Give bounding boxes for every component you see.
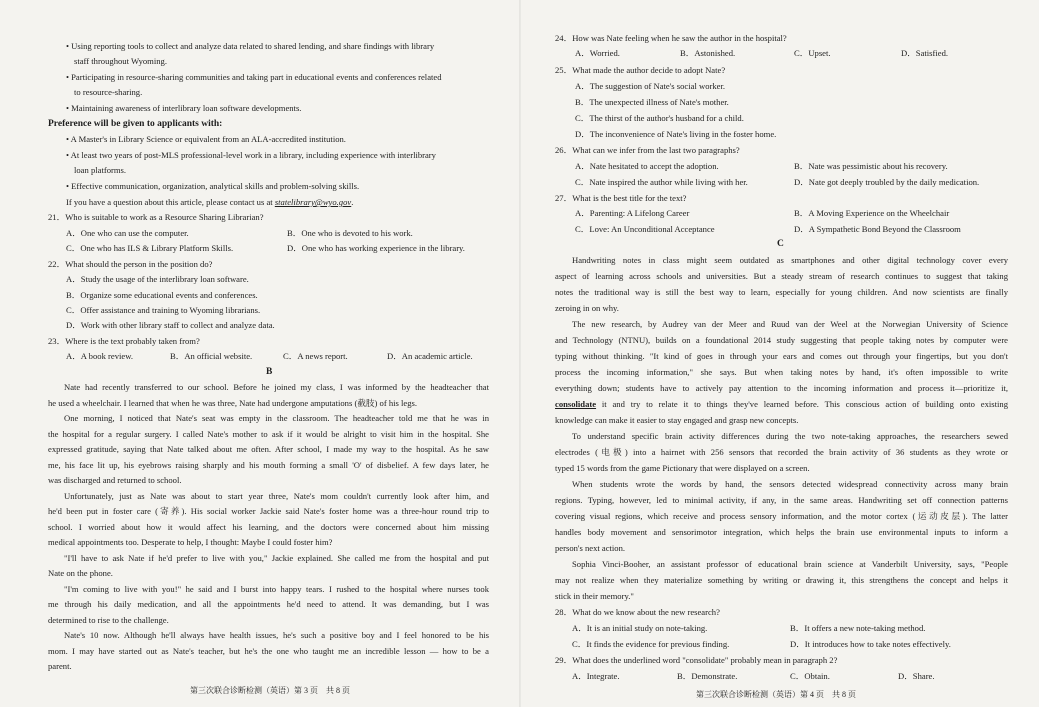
q28-option-c[interactable]: C．It finds the evidence for previous finding. bbox=[572, 639, 730, 649]
passage-c-line: may not realize when they materialize something by writing or drawing it, this strengthens the concept and helps it bbox=[555, 575, 1008, 585]
q21-option-c[interactable]: C．One who has ILS & Library Platform Skills. bbox=[66, 243, 234, 253]
preference-line: • A Master's in Library Science or equivalent from an ALA-accredited institution. bbox=[66, 134, 346, 144]
passage-c-line: notes the traditional way is still the best way to learn, especially for young children. And now scientists are finally bbox=[555, 287, 1008, 297]
q22-option-c[interactable]: C．Offer assistance and training to Wyoming librarians. bbox=[66, 305, 261, 315]
preference-line: • At least two years of post-MLS professional-level work in a library, including experience with interlibrary bbox=[66, 150, 436, 160]
passage-c-line: electrodes (电极) into a hairnet with 256 sensors that recorded the brain activity of 36 students as they wrote or bbox=[555, 447, 1008, 457]
question-27-stem: 27．What is the best title for the text? bbox=[555, 193, 687, 203]
passage-c-line: regions. Typing, however, led to minimal activity, if any, in the same areas. Handwriting set off connection patterns bbox=[555, 495, 1008, 505]
q22-option-b[interactable]: B．Organize some educational events and conferences. bbox=[66, 290, 258, 300]
q21-option-b[interactable]: B．One who is devoted to his work. bbox=[287, 228, 413, 238]
passage-c-line: aspect of learning across schools and universities. But a steady stream of research continues to suggest that taking bbox=[555, 271, 1008, 281]
q26-option-c[interactable]: C．Nate inspired the author while living with her. bbox=[575, 177, 748, 187]
q26-option-b[interactable]: B．Nate was pessimistic about his recovery. bbox=[794, 161, 948, 171]
question-23-stem: 23．Where is the text probably taken from? bbox=[48, 336, 200, 346]
passage-c-line: typing without thinking. "It kind of goes in through your ears and comes out through your fingertips, but you don't bbox=[555, 351, 1008, 361]
q22-option-a[interactable]: A．Study the usage of the interlibrary loan software. bbox=[66, 274, 249, 284]
passage-b-line: Nate on the phone. bbox=[48, 568, 113, 578]
passage-b-line: he used a wheelchair. I learned that when he was three, Nate had undergone amputations (截肢) of his legs. bbox=[48, 398, 418, 408]
q26-option-d[interactable]: D．Nate got deeply troubled by the daily medication. bbox=[794, 177, 980, 187]
bullet-line: • Using reporting tools to collect and analyze data related to shared lending, and share findings with library bbox=[66, 41, 435, 51]
passage-b-line: expressed gratitude, saying that Nate talked about me often. After school, I made my way to the hospital. As he saw bbox=[48, 444, 489, 454]
passage-b-line: medical appointments too. Desperate to help, I thought: Maybe I could foster him? bbox=[48, 537, 333, 547]
passage-c-text: it and try to relate it to things they've learned before. This conscious action of building onto existing bbox=[596, 399, 1008, 409]
passage-b-line: me through his daily medication, and all the appointments he'd need to attend. It was demanding, but I was bbox=[48, 599, 489, 609]
passage-c-line: knowledge can make it easier to stay engaged and grasp new concepts. bbox=[555, 415, 799, 425]
question-28-stem: 28．What do we know about the new research? bbox=[555, 607, 720, 617]
right-page-footer: 第三次联合诊断检测（英语）第 4 页 共 8 页 bbox=[696, 690, 856, 699]
q27-option-a[interactable]: A．Parenting: A Lifelong Career bbox=[575, 208, 690, 218]
passage-c-line: covering visual regions, which receive and process sensory information, and the motor cortex (运动皮层). The latter bbox=[555, 511, 1008, 521]
preference-line: loan platforms. bbox=[74, 165, 127, 175]
left-page-footer: 第三次联合诊断检测（英语）第 3 页 共 8 页 bbox=[190, 686, 350, 695]
q25-option-d[interactable]: D．The inconvenience of Nate's living in the foster home. bbox=[575, 129, 777, 139]
q21-option-a[interactable]: A．One who can use the computer. bbox=[66, 228, 189, 238]
bullet-line: • Maintaining awareness of interlibrary loan software developments. bbox=[66, 103, 302, 113]
passage-b-line: "I'll have to ask Nate if he'd prefer to live with you," Jackie explained. She called me from the hospital and put bbox=[64, 553, 489, 563]
q25-option-c[interactable]: C．The thirst of the author's husband for a child. bbox=[575, 113, 744, 123]
q26-option-a[interactable]: A．Nate hesitated to accept the adoption. bbox=[575, 161, 719, 171]
underlined-word: consolidate bbox=[555, 399, 597, 409]
q27-option-b[interactable]: B．A Moving Experience on the Wheelchair bbox=[794, 208, 950, 218]
bullet-line: to resource-sharing. bbox=[74, 87, 143, 97]
passage-b-line: "I'm coming to live with you!" he said and I burst into happy tears. I rushed to the hospital where nurses took bbox=[64, 584, 489, 594]
passage-c-line: Handwriting notes in class might seem outdated as smartphones and other digital technology cover every bbox=[572, 255, 1008, 265]
question-26-stem: 26．What can we infer from the last two paragraphs? bbox=[555, 145, 740, 155]
passage-c-line: To understand specific brain activity differences during the two note-taking approaches, the researchers sewed bbox=[572, 431, 1008, 441]
q22-option-d[interactable]: D．Work with other library staff to collect and analyze data. bbox=[66, 320, 275, 330]
passage-c-line: person's next action. bbox=[555, 543, 626, 553]
passage-c-line: The new research, by Audrey van der Meer and Ruud van der Weel at the Norwegian University of Science bbox=[572, 319, 1008, 329]
passage-c-line: process the incoming information," she says. But when taking notes by hand, it's often impossible to write bbox=[555, 367, 1008, 377]
passage-c-line: and Technology (NTNU), builds on a foundational 2014 study suggesting that people taking notes by computer were bbox=[555, 335, 1008, 345]
q29-option-a[interactable]: A．Integrate. bbox=[572, 671, 620, 681]
bullet-line: • Participating in resource-sharing communities and taking part in educational events and conferences related bbox=[66, 72, 442, 82]
q23-option-a[interactable]: A．A book review. bbox=[66, 351, 133, 361]
passage-c-line-consolidate bbox=[555, 399, 1008, 410]
q24-option-d[interactable]: D．Satisfied. bbox=[901, 48, 949, 58]
passage-b-line: me, his face lit up, his eyebrows raising sharply and his mouth forming a small 'O' of disbelief. A few days later, he bbox=[48, 460, 489, 470]
section-c-heading: C bbox=[777, 239, 784, 249]
passage-c-line: everything down; students have to actively pay attention to the incoming information and process it—prioritize it, bbox=[555, 383, 1008, 393]
passage-c-line: zeroing in on why. bbox=[555, 303, 619, 313]
preference-line: • Effective communication, organization, analytical skills and problem-solving skills. bbox=[66, 181, 360, 191]
passage-c-line: stick in their memory." bbox=[555, 591, 634, 601]
q28-option-a[interactable]: A．It is an initial study on note-taking. bbox=[572, 623, 708, 633]
q25-option-b[interactable]: B．The unexpected illness of Nate's mother. bbox=[575, 97, 729, 107]
contact-email[interactable]: statelibrary@wyo.gov bbox=[274, 197, 352, 207]
bullet-line: staff throughout Wyoming. bbox=[74, 56, 167, 66]
passage-b-line: One morning, I noticed that Nate's seat was empty in the classroom. The headteacher told me that he was in bbox=[64, 413, 489, 423]
q27-option-d[interactable]: D．A Sympathetic Bond Beyond the Classroom bbox=[794, 224, 961, 234]
q24-option-a[interactable]: A．Worried. bbox=[575, 48, 620, 58]
preference-heading: Preference will be given to applicants with: bbox=[48, 119, 223, 129]
q28-option-b[interactable]: B．It offers a new note-taking method. bbox=[790, 623, 926, 633]
question-29-stem: 29．What does the underlined word "consolidate" probably mean in paragraph 2? bbox=[555, 655, 838, 665]
question-21-stem: 21．Who is suitable to work as a Resource Sharing Librarian? bbox=[48, 212, 264, 222]
passage-c-line: Sophia Vinci-Booher, an assistant professor of educational brain science at Vanderbilt University, says, "People bbox=[572, 559, 1008, 569]
question-25-stem: 25．What made the author decide to adopt Nate? bbox=[555, 65, 726, 75]
passage-b-line: parent. bbox=[48, 661, 72, 671]
passage-b-line: the hospital for a regular surgery. I called Nate's mother to ask if it would be alright to visit him in the hospital. She bbox=[48, 429, 489, 439]
passage-b-line: determined to rise to the challenge. bbox=[48, 615, 169, 625]
contact-line bbox=[66, 197, 353, 208]
q29-option-c[interactable]: C．Obtain. bbox=[790, 671, 830, 681]
question-22-stem: 22．What should the person in the position do? bbox=[48, 259, 213, 269]
passage-c-line: typed 15 words from the game Pictionary that were displayed on a screen. bbox=[555, 463, 810, 473]
page-fold bbox=[519, 0, 521, 707]
contact-text: If you have a question about this article, please contact us at bbox=[66, 197, 275, 207]
passage-c-line: handles body movement and sensorimotor integration, which helps the brain use environmental inputs to inform a bbox=[555, 527, 1008, 537]
contact-suffix: . bbox=[351, 197, 354, 207]
q25-option-a[interactable]: A．The suggestion of Nate's social worker. bbox=[575, 81, 725, 91]
q24-option-c[interactable]: C．Upset. bbox=[794, 48, 831, 58]
q27-option-c[interactable]: C．Love: An Unconditional Acceptance bbox=[575, 224, 715, 234]
q21-option-d[interactable]: D．One who has working experience in the library. bbox=[287, 243, 465, 253]
passage-b-line: Unfortunately, just as Nate was about to start year three, Nate's mom couldn't currently look after him, and bbox=[64, 491, 489, 501]
passage-c-line: When students wrote the words by hand, the sensors detected widespread connectivity across many brain bbox=[572, 479, 1008, 489]
passage-b-line: Nate had recently transferred to our school. Before he joined my class, I was informed by the headteacher that bbox=[64, 382, 489, 392]
q23-option-c[interactable]: C．A news report. bbox=[283, 351, 348, 361]
q28-option-d[interactable]: D．It introduces how to take notes effectively. bbox=[790, 639, 951, 649]
q23-option-b[interactable]: B．An official website. bbox=[170, 351, 253, 361]
q24-option-b[interactable]: B．Astonished. bbox=[680, 48, 736, 58]
q29-option-b[interactable]: B．Demonstrate. bbox=[677, 671, 738, 681]
passage-b-line: school. I worried about how it would affect his learning, and the doctors were concerned about him missing bbox=[48, 522, 489, 532]
passage-b-line: mom. I may have started out as Nate's teacher, but he's the one who taught me an incredible lesson — how to be a bbox=[48, 646, 489, 656]
passage-b-line: Nate's 10 now. Although he'll always have health issues, he's such a positive boy and I feel honored to be his bbox=[64, 630, 489, 640]
q29-option-d[interactable]: D．Share. bbox=[898, 671, 935, 681]
passage-b-line: he'd been put in foster care (寄养). His social worker Jackie said Nate's foster home was a three-hour round trip to bbox=[48, 506, 489, 516]
passage-b-line: was discharged and returned to school. bbox=[48, 475, 182, 485]
q23-option-d[interactable]: D．An academic article. bbox=[387, 351, 473, 361]
question-24-stem: 24．How was Nate feeling when he saw the author in the hospital? bbox=[555, 33, 787, 43]
section-b-heading: B bbox=[266, 367, 273, 377]
